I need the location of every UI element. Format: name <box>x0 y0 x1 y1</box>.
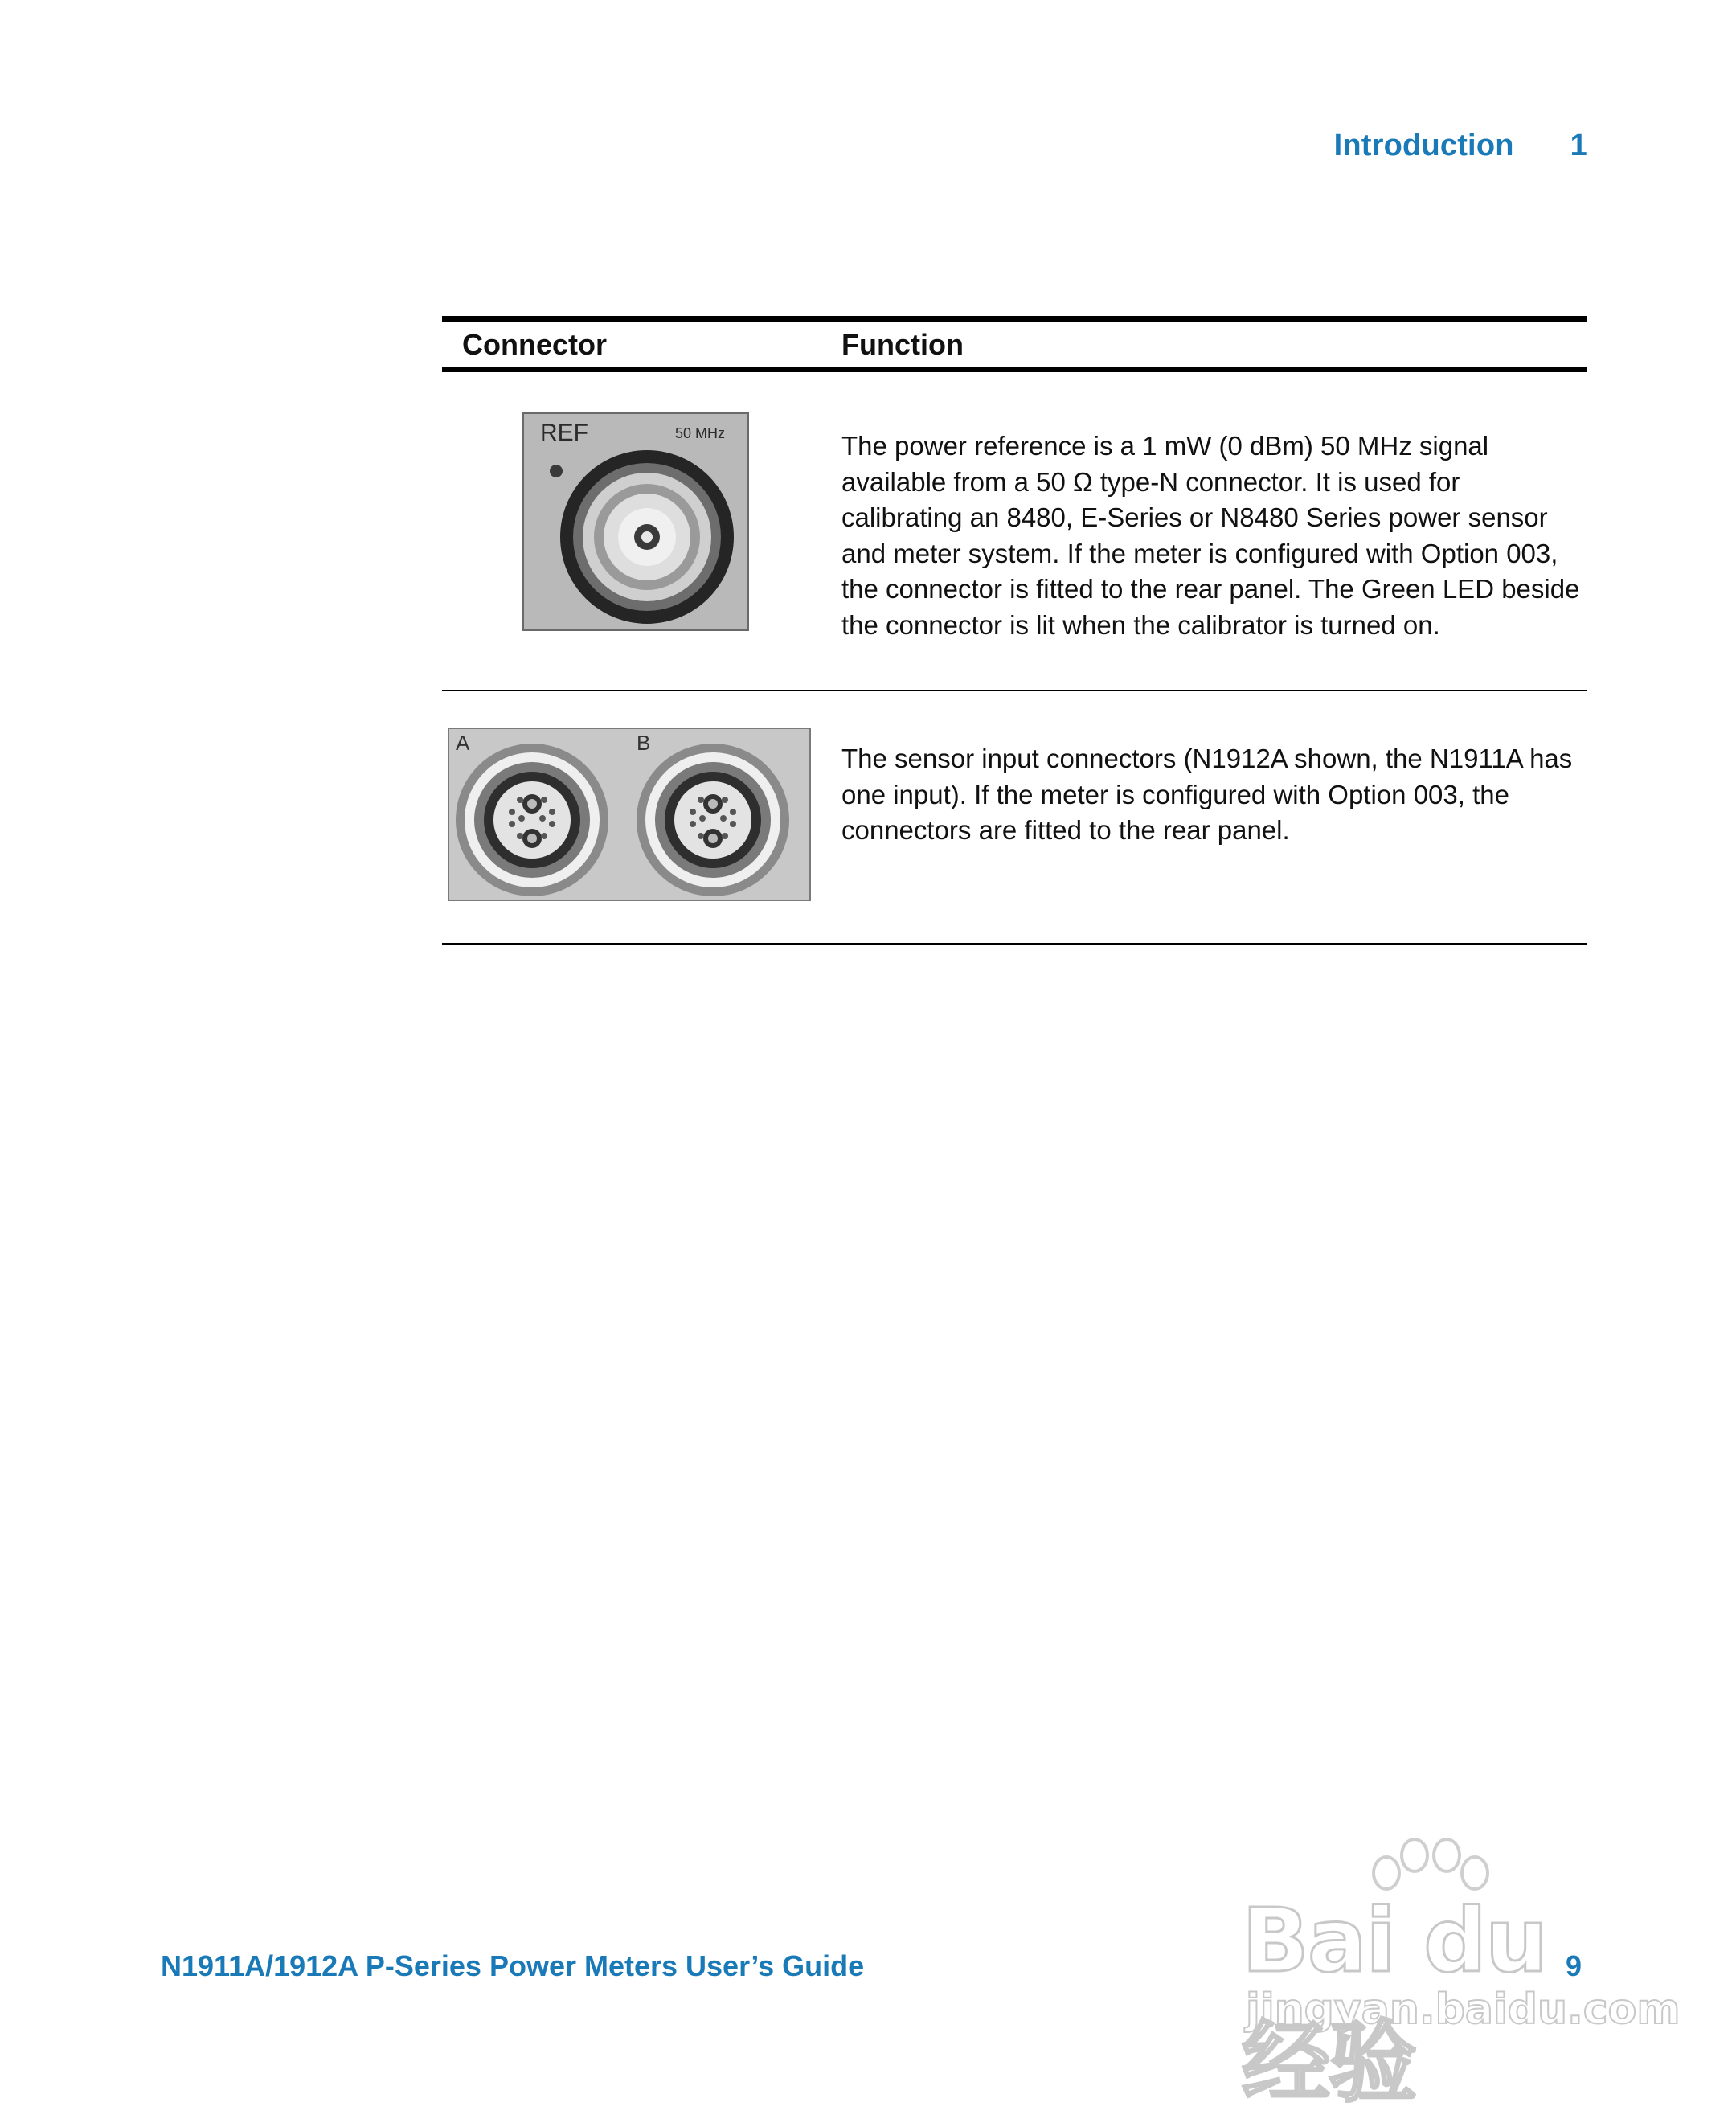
column-header-connector: Connector <box>462 328 607 361</box>
ref-connector-photo <box>522 412 749 631</box>
input-b-connector <box>637 744 789 896</box>
chapter-number: 1 <box>1570 129 1587 162</box>
function-text: The power reference is a 1 mW (0 dBm) 50 MHz signal available from a 50 Ω type-N connector. It is used for calibrating an 8480, E-Series or N8480 Series power sensor and meter system. If the meter is configured with Option 003, the connector is fitted to the rear panel. The Green LED beside the connector is lit when the calibrator is turned on. <box>841 431 1580 640</box>
sensor-connectors-photo <box>448 728 811 901</box>
column-header-function: Function <box>841 328 964 361</box>
freq-label: 50 MHz <box>675 425 726 441</box>
table-header <box>442 316 1587 372</box>
baidu-watermark <box>1230 1825 1681 2114</box>
running-header <box>1334 129 1587 163</box>
footer-document-title: N1911A/1912A P-Series Power Meters User’s Guide <box>161 1949 865 1982</box>
input-a-connector <box>456 744 608 896</box>
ref-label: REF <box>540 420 588 446</box>
input-b-label: B <box>637 731 651 755</box>
connector-table <box>442 316 1587 945</box>
table-row <box>442 691 1587 945</box>
section-title: Introduction <box>1333 129 1514 162</box>
watermark-brand: Bai du 经验 <box>1242 1889 1547 2114</box>
function-text: The sensor input connectors (N1912A shown, the N1911A has one input). If the meter is configured with Option 003, the connectors are fitted to the rear panel. <box>841 744 1573 845</box>
led-indicator <box>550 465 563 477</box>
watermark-url: jingyan.baidu.com <box>1246 1986 1681 2034</box>
table-row <box>442 372 1587 691</box>
page-number: 9 <box>1565 1949 1582 1982</box>
input-a-label: A <box>456 731 470 755</box>
